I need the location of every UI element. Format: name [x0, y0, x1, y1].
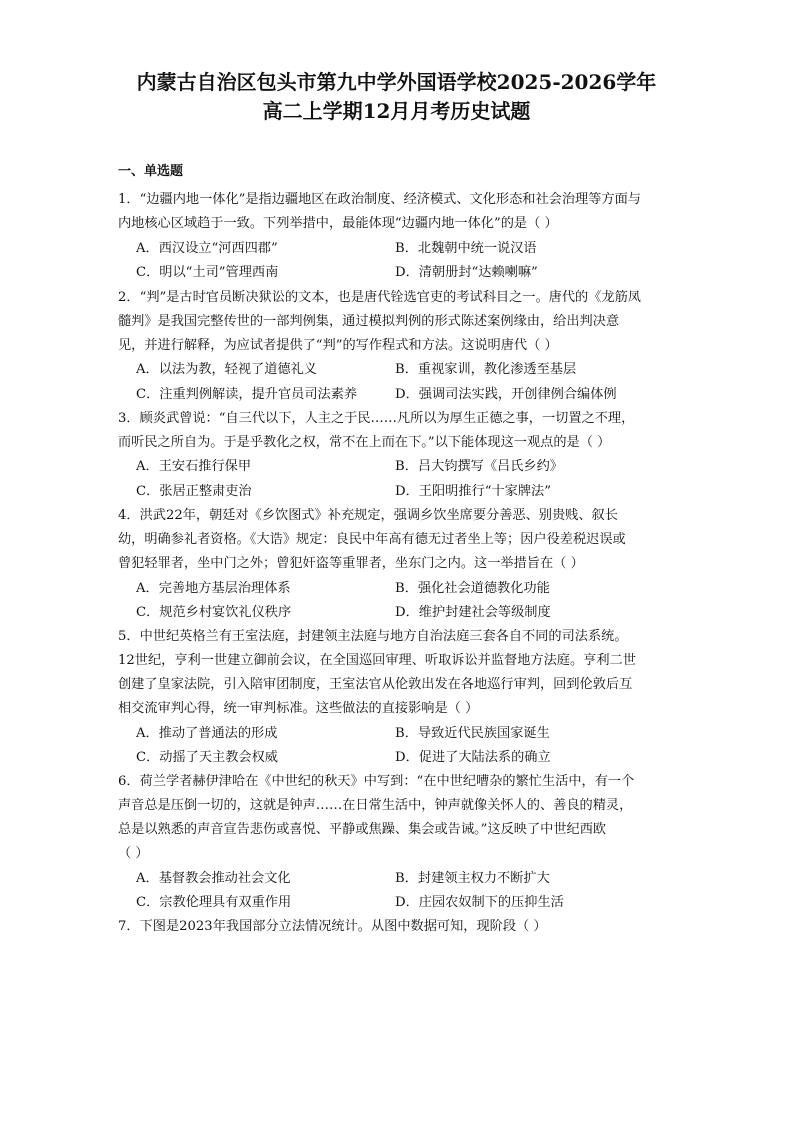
- question-text-line: 内地核心区域趋于一致。下列举措中，最能体现“边疆内地一体化”的是（ ）: [118, 216, 558, 231]
- question-text-line: 12世纪，亨利一世建立御前会议，在全国巡回审理、听取诉讼并监督地方法庭。亨利二世: [118, 653, 636, 668]
- question-text-line: 总是以熟悉的声音宣告悲伤或喜悦、平静或焦躁、集会或告诫。”这反映了中世纪西欧: [118, 822, 607, 837]
- option-a[interactable]: A．基督教会推动社会文化: [136, 871, 291, 886]
- question-text-line: 6．荷兰学者赫伊津哈在《中世纪的秋天》中写到：“在中世纪嘈杂的繁忙生活中，有一个: [118, 774, 635, 789]
- question-text-line: 5．中世纪英格兰有王室法庭，封建领主法庭与地方自治法庭三套各自不同的司法系统。: [118, 629, 628, 644]
- option-a[interactable]: A．完善地方基层治理体系: [136, 581, 291, 596]
- option-d[interactable]: D．庄园农奴制下的压抑生活: [395, 895, 564, 910]
- option-c[interactable]: C．规范乡村宴饮礼仪秩序: [136, 605, 292, 620]
- question-text-line: 7．下图是2023年我国部分立法情况统计。从图中数据可知，现阶段（ ）: [118, 919, 547, 934]
- question-text-line: 4．洪武22年，朝廷对《乡饮图式》补充规定，强调乡饮坐席要分善恶、别贵贱、叙长: [118, 508, 618, 523]
- question-text-line: 2．“判”是古时官员断决狱讼的文本，也是唐代铨选官吏的考试科目之一。唐代的《龙筋凤: [118, 290, 641, 305]
- option-c[interactable]: C．明以“土司”管理西南: [136, 265, 279, 280]
- option-c[interactable]: C．张居正整肃吏治: [136, 484, 252, 499]
- option-b[interactable]: B．导致近代民族国家诞生: [395, 726, 550, 741]
- option-d[interactable]: D．维护封建社会等级制度: [395, 605, 551, 620]
- option-b[interactable]: B．强化社会道德教化功能: [395, 581, 550, 596]
- question-text-line: （ ）: [118, 846, 149, 861]
- option-a[interactable]: A．推动了普通法的形成: [136, 726, 278, 741]
- question-text-line: 而听民之所自为。于是乎教化之权，常不在上而在下。”以下能体现这一观点的是（ ）: [118, 435, 611, 450]
- option-b[interactable]: B．吕大钧撰写《吕氏乡约》: [395, 459, 563, 474]
- question-text-line: 曾犯轻罪者，坐中门之外；曾犯奸盗等重罪者，坐东门之内。这一举措旨在（ ）: [118, 556, 584, 571]
- option-c[interactable]: C．宗教伦理具有双重作用: [136, 895, 292, 910]
- option-d[interactable]: D．清朝册封“达赖喇嘛”: [395, 265, 538, 280]
- question-text-line: 髓判》是我国完整传世的一部判例集，通过模拟判例的形式陈述案例缘由，给出判决意: [118, 314, 620, 329]
- option-d[interactable]: D．促进了大陆法系的确立: [395, 750, 551, 765]
- question-text-line: 1．“边疆内地一体化”是指边疆地区在政治制度、经济模式、文化形态和社会治理等方面与: [118, 192, 641, 207]
- exam-title-line1: 内蒙古自治区包头市第九中学外国语学校2025-2026学年: [136, 70, 657, 94]
- section-heading: 一、单选题: [118, 164, 184, 179]
- option-a[interactable]: A．以法为教，轻视了道德礼义: [136, 362, 317, 377]
- option-b[interactable]: B．封建领主权力不断扩大: [395, 871, 550, 886]
- option-c[interactable]: C．注重判例解读，提升官员司法素养: [136, 387, 358, 402]
- option-a[interactable]: A．王安石推行保甲: [136, 459, 252, 474]
- option-b[interactable]: B．重视家训，教化渗透至基层: [395, 362, 577, 377]
- question-text-line: 见，并进行解释，为应试者提供了“判”的写作程式和方法。这说明唐代（ ）: [118, 338, 558, 353]
- question-text-line: 幼，明确参礼者资格。《大诰》规定：良民中年高有德无过者坐上等；因户役差税迟误或: [118, 532, 626, 547]
- option-c[interactable]: C．动摇了天主教会权威: [136, 750, 278, 765]
- option-b[interactable]: B．北魏朝中统一说汉语: [395, 241, 537, 256]
- question-text-line: 3．顾炎武曾说：“自三代以下，人主之于民……凡所以为厚生正德之事，一切置之不理，: [118, 411, 635, 426]
- option-d[interactable]: D．王阳明推行“十家牌法”: [395, 484, 551, 499]
- question-text-line: 相交流审判心得，统一审判标准。这些做法的直接影响是（ ）: [118, 701, 479, 716]
- option-d[interactable]: D．强调司法实践，开创律例合编体例: [395, 387, 617, 402]
- exam-title-line2: 高二上学期12月月考历史试题: [262, 99, 531, 123]
- question-text-line: 声音总是压倒一切的，这就是钟声……在日常生活中，钟声就像关怀人的、善良的精灵，: [118, 798, 633, 813]
- question-text-line: 创建了皇家法院，引入陪审团制度，王室法官从伦敦出发在各地巡行审判，回到伦敦后互: [118, 677, 633, 692]
- option-a[interactable]: A．西汉设立“河西四郡”: [136, 241, 278, 256]
